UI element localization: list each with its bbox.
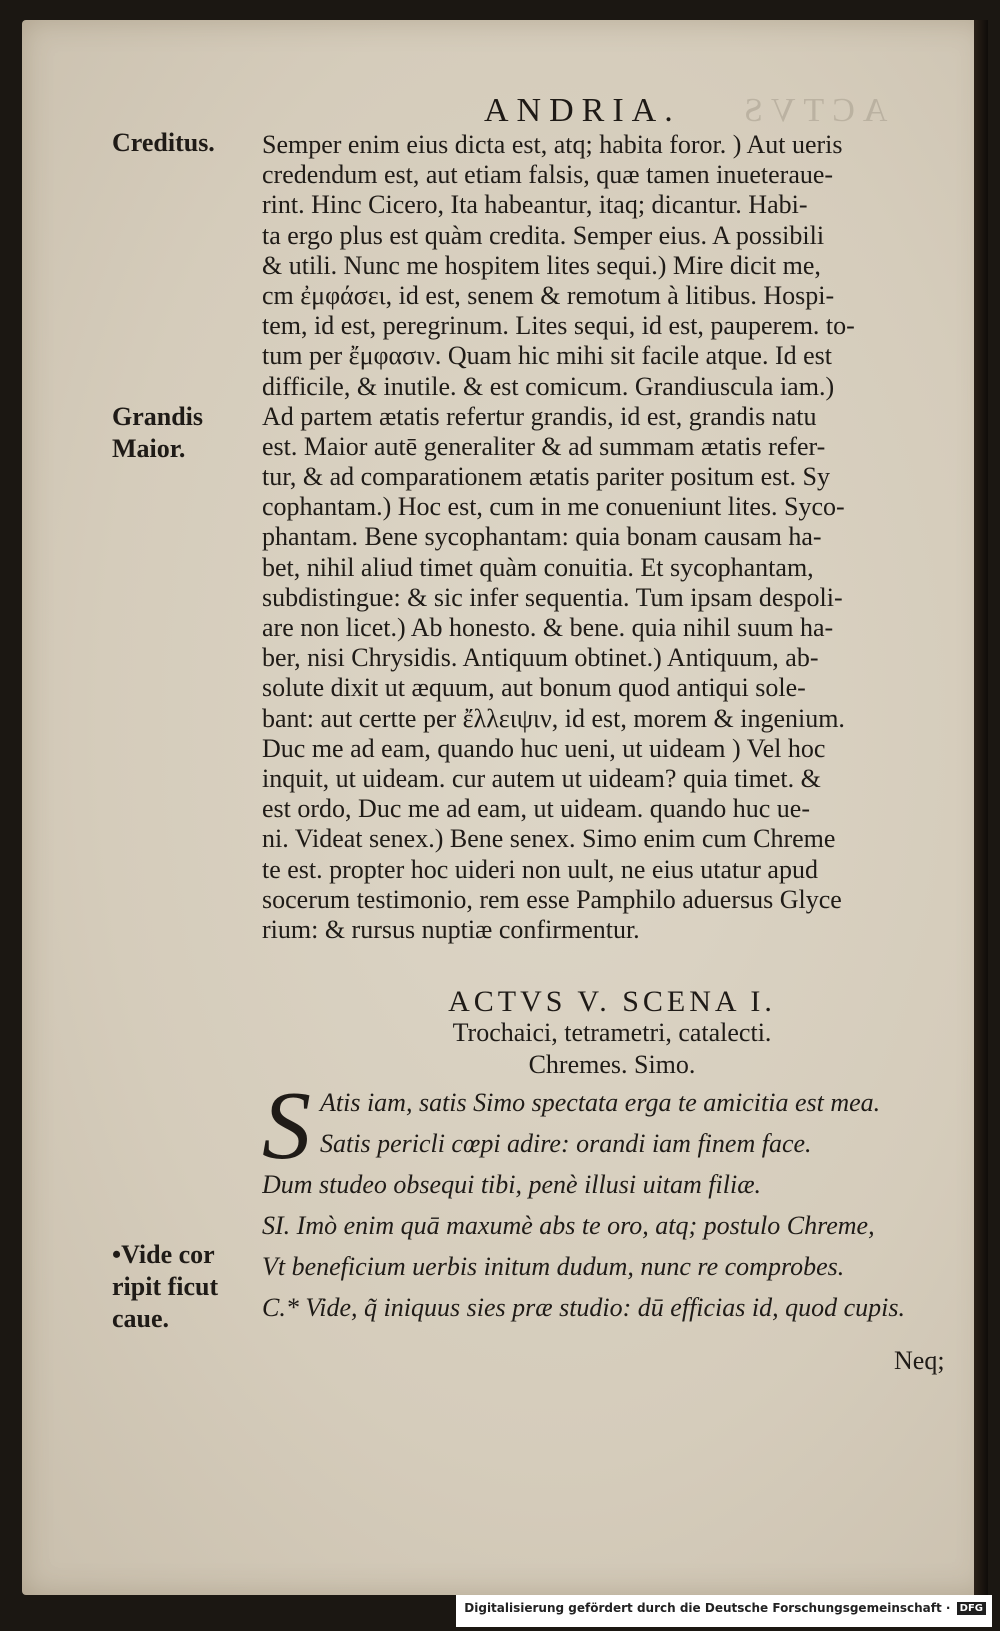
commentary-line: te est. propter hoc uideri non uult, ne eius utatur apud xyxy=(262,854,818,884)
verse-line: SI. Imò enim quā maxumè abs te oro, atq; postulo Chreme, xyxy=(262,1211,875,1240)
commentary-line: rint. Hinc Cicero, Ita habeantur, itaq; dicantur. Habi- xyxy=(262,190,808,220)
commentary-line: Semper enim eius dicta est, atq; habita foror. ) Aut ueris xyxy=(262,130,843,159)
commentary-line: tur, & ad comparationem ætatis pariter positum est. Sy xyxy=(262,462,830,492)
scene-meter: Trochaici, tetrametri, catalecti. xyxy=(452,1018,772,1047)
verse-line: Satis pericli cœpi adire: orandi iam finem face. xyxy=(320,1129,812,1158)
commentary-line: inquit, ut uideam. cur autem ut uideam? quia timet. & xyxy=(262,763,821,793)
commentary-line: ta ergo plus est quàm credita. Semper eius. A possibili xyxy=(262,220,825,250)
running-title: ANDRIA. xyxy=(484,92,681,129)
commentary-line: solute dixit ut æquum, aut bonum quod antiqui sole- xyxy=(262,673,806,703)
footer-text: Digitalisierung gefördert durch die Deutsche Forschungsgemeinschaft · xyxy=(464,1601,951,1615)
verse-line: Atis iam, satis Simo spectata erga te amicitia est mea. xyxy=(320,1088,881,1117)
commentary-line: ber, nisi Chrysidis. Antiquum obtinet.) Antiquum, ab- xyxy=(262,643,819,673)
commentary-block xyxy=(262,130,962,945)
commentary-line: & utili. Nunc me hospitem lites sequi.) Mire dicit me, xyxy=(262,250,821,280)
margin-note-ripit: ripit ficut xyxy=(112,1272,219,1301)
commentary-line: credendum est, aut etiam falsis, quæ tamen inueteraue- xyxy=(262,160,834,190)
margin-note-caue: caue. xyxy=(112,1304,170,1333)
scene-heading: ACTVS V. SCENA I. xyxy=(448,985,776,1018)
scene-characters: Chremes. Simo. xyxy=(528,1050,696,1079)
verse-line: Vt beneficium uerbis initum dudum, nunc re comprobes. xyxy=(262,1252,845,1281)
drop-capital: S xyxy=(262,1072,311,1180)
commentary-line: rium: & rursus nuptiæ confirmentur. xyxy=(262,914,640,944)
page-edge xyxy=(974,20,988,1595)
commentary-line: est. Maior autē generaliter & ad summam ætatis refer- xyxy=(262,431,826,461)
commentary-line: cm ἐμφάσει, id est, senem & remotum à litibus. Hospi- xyxy=(262,280,835,310)
verse-line: C.* Vide, q̃ iniquus sies præ studio: dū efficias id, quod cupis. xyxy=(262,1293,906,1322)
margin-note-creditus: Creditus. xyxy=(112,128,215,157)
commentary-line: subdistingue: & sic infer sequentia. Tum ipsam despoli- xyxy=(262,582,843,612)
digitization-footer xyxy=(456,1595,992,1627)
commentary-line: socerum testimonio, rem esse Pamphilo aduersus Glyce xyxy=(262,884,842,914)
margin-note-vide: •Vide cor xyxy=(112,1240,215,1269)
show-through-text: ACTVS xyxy=(736,92,888,129)
commentary-line: difficile, & inutile. & est comicum. Grandiuscula iam.) xyxy=(262,371,835,401)
dfg-logo-icon: DFG xyxy=(957,1602,986,1615)
commentary-line: bant: aut certte per ἔλλειψιν, id est, morem & ingenium. xyxy=(262,703,845,733)
margin-note-maior: Maior. xyxy=(112,434,186,463)
margin-note-grandis: Grandis xyxy=(112,402,204,431)
verse-block xyxy=(262,1072,962,1328)
commentary-line: are non licet.) Ab honesto. & bene. quia nihil suum ha- xyxy=(262,613,834,642)
verse-line: Dum studeo obsequi tibi, penè illusi uitam filiæ. xyxy=(262,1170,762,1199)
commentary-line: cophantam.) Hoc est, cum in me conueniunt lites. Syco- xyxy=(262,492,845,522)
catchword: Neq; xyxy=(894,1346,945,1375)
commentary-line: tum per ἔμφασιν. Quam hic mihi sit facile atque. Id est xyxy=(262,341,833,371)
commentary-line: Ad partem ætatis refertur grandis, id est, grandis natu xyxy=(262,401,817,431)
commentary-line: est ordo, Duc me ad eam, ut uideam. quando huc ue- xyxy=(262,794,810,824)
commentary-line: tem, id est, peregrinum. Lites sequi, id est, pauperem. to- xyxy=(262,311,855,341)
commentary-line: bet, nihil aliud timet quàm conuitia. Et sycophantam, xyxy=(262,552,814,582)
commentary-line: phantam. Bene sycophantam: quia bonam causam ha- xyxy=(262,522,822,552)
commentary-line: Duc me ad eam, quando huc ueni, ut uideam ) Vel hoc xyxy=(262,733,826,763)
commentary-line: ni. Videat senex.) Bene senex. Simo enim cum Chreme xyxy=(262,824,836,854)
